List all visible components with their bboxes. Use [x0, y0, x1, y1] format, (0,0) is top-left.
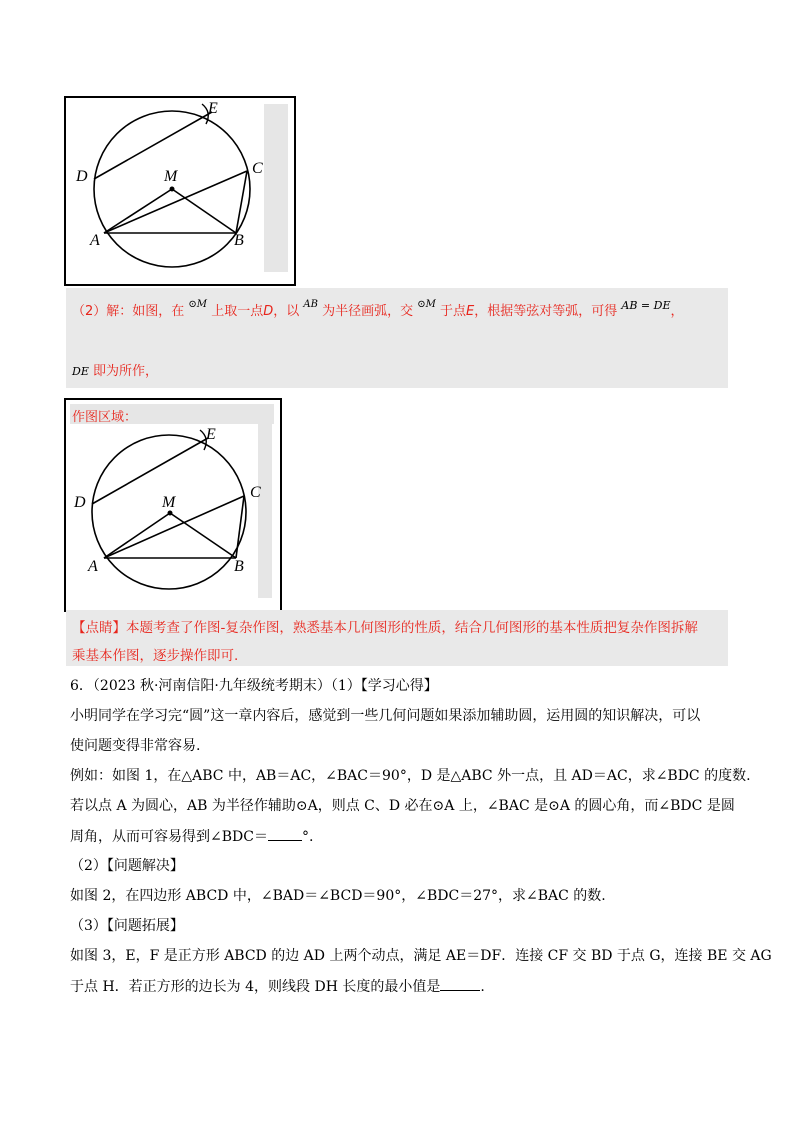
- problem-paragraph-4: 若以点 A 为圆心，AB 为半径作辅助⊙A，则点 C、D 必在⊙A 上，∠BAC 是⊙A 的圆心角，而∠BDC 是圆: [70, 798, 735, 814]
- chord-de-2: [92, 438, 208, 504]
- solution-text-2: 上取一点: [211, 304, 264, 319]
- answer-blank-1[interactable]: [268, 826, 302, 841]
- label-b: B: [234, 232, 244, 249]
- solution-text-5: 于点: [440, 304, 467, 319]
- problem-paragraph-8-end: .: [480, 979, 485, 995]
- arc-ab-symbol: AB: [303, 299, 318, 310]
- solution-text-1: （2）解：如图，在: [72, 304, 185, 319]
- comment-line-1: 【点睛】本题考查了作图-复杂作图，熟悉基本几何图形的性质，结合几何图形的基本性质把复杂作图拆解: [72, 620, 698, 636]
- chord-de: [94, 112, 212, 179]
- segment-am: [104, 189, 172, 233]
- solution-comma: ，: [670, 304, 684, 319]
- drawing-area-label: 作图区域：: [72, 410, 138, 425]
- label-c: C: [252, 160, 263, 177]
- arc-equality: AB = DE: [621, 299, 671, 312]
- solution-text-4: 为半径画弧，交: [322, 304, 414, 319]
- problem-paragraph-2: 使问题变得非常容易.: [70, 738, 201, 754]
- label-a-2: A: [88, 558, 98, 575]
- point-e: E: [466, 304, 475, 319]
- figure-1-diagram: [66, 98, 294, 284]
- circle-m-symbol: ⊙M: [188, 299, 208, 310]
- problem-paragraph-5-text: 周角，从而可容易得到∠BDC＝: [70, 829, 268, 845]
- drawing-area-frame: [64, 398, 282, 612]
- problem-paragraph-8: [70, 976, 485, 997]
- figure-1-frame: [64, 96, 296, 286]
- segment-mb-2: [170, 513, 236, 558]
- point-d: D: [263, 304, 274, 319]
- label-m-2: M: [162, 494, 176, 511]
- problem-paragraph-5: [70, 826, 313, 847]
- comment-line-2: 乘基本作图，逐步操作即可.: [72, 648, 239, 664]
- problem-paragraph-5-end: °.: [301, 829, 314, 845]
- label-c-2: C: [250, 484, 261, 501]
- problem-paragraph-6: 如图 2，在四边形 ABCD 中，∠BAD＝∠BCD＝90°，∠BDC＝27°，求∠BAC 的数.: [70, 888, 606, 904]
- solution-line-1: [72, 300, 684, 319]
- solution-line-2: [72, 360, 158, 379]
- arc-de-symbol: DE: [72, 365, 89, 378]
- solution-text-6: ，根据等弦对等弧，可得: [474, 304, 618, 319]
- problem-paragraph-7: 如图 3，E，F 是正方形 ABCD 的边 AD 上两个动点，满足 AE＝DF．连接 CF 交 BD 于点 G，连接 BE 交 AG: [70, 948, 772, 964]
- problem-header: 6．（2023 秋·河南信阳·九年级统考期末）（1）【学习心得】: [70, 678, 438, 694]
- segment-am-2: [104, 513, 170, 558]
- problem-paragraph-8-text: 于点 H．若正方形的边长为 4，则线段 DH 长度的最小值是: [70, 979, 441, 995]
- problem-heading-2: （2）【问题解决】: [70, 858, 184, 874]
- circle-m-symbol-2: ⊙M: [417, 299, 436, 310]
- label-d-2: D: [74, 494, 86, 511]
- problem-paragraph-3: 例如：如图 1，在△ABC 中，AB＝AC，∠BAC＝90°，D 是△ABC 外一点，且 AD＝AC，求∠BDC 的度数.: [70, 768, 751, 784]
- solution-text-3: ，以: [273, 304, 300, 319]
- problem-heading-3: （3）【问题拓展】: [70, 918, 184, 934]
- label-m: M: [164, 168, 178, 185]
- center-m-dot: [170, 187, 175, 192]
- solution-text-7: 即为所作，: [93, 364, 159, 379]
- segment-mb: [172, 189, 236, 233]
- label-a: A: [90, 232, 100, 249]
- label-e: E: [208, 100, 218, 117]
- segment-cb-2: [236, 496, 244, 558]
- label-d: D: [76, 168, 88, 185]
- label-e-2: E: [206, 426, 216, 443]
- label-b-2: B: [234, 558, 244, 575]
- answer-blank-2[interactable]: [440, 976, 480, 991]
- problem-paragraph-1: 小明同学在学习完“圆”这一章内容后，感觉到一些几何问题如果添加辅助圆，运用圆的知识解决，可以: [70, 708, 701, 724]
